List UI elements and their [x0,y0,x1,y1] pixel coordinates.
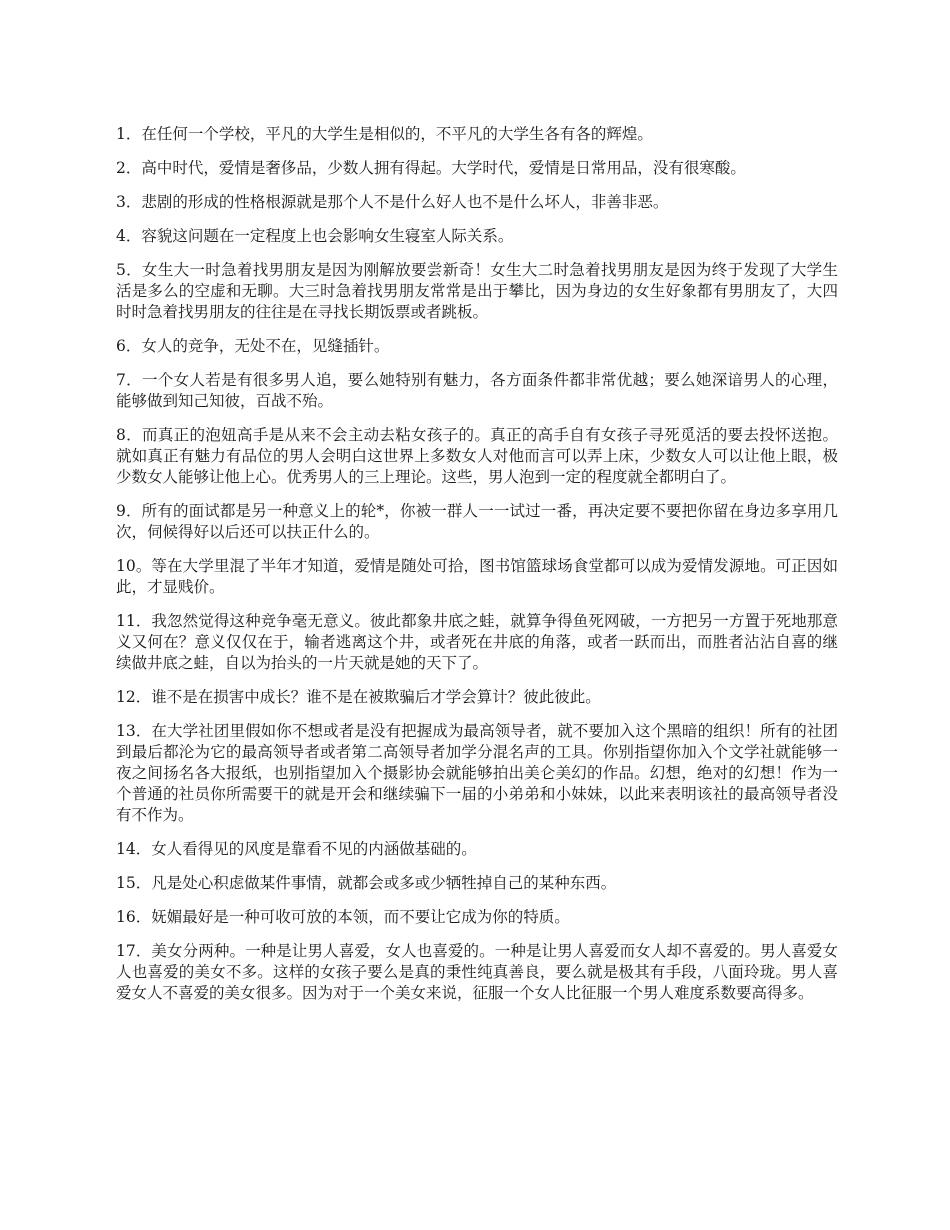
paragraph-14: 14．女人看得见的风度是靠看不见的内涵做基础的。 [116,840,477,858]
paragraph-13: 13．在大学社团里假如你不想或者是没有把握成为最高领导者，就不要加入这个黑暗的组织！所有的社团到最后都沦为它的最高领导者或者第二高领导者加学分混名声的工具。你别指望你加入个文学社就能够一夜之间扬名各大报纸，也别指望加入个摄影协会就能够拍出美仑美幻的作品。幻想，绝对的幻想！作为一个普通的社员你所需要干的就是开会和继续骗下一届的小弟弟和小妹妹，以此来表明该社的最高领导者没有不作为。 [116,722,838,824]
paragraph-4: 4．容貌这问题在一定程度上也会影响女生寝室人际关系。 [116,227,514,245]
paragraph-10: 10。等在大学里混了半年才知道，爱情是随处可拾，图书馆篮球场食堂都可以成为爱情发源地。可正因如此，才显贱价。 [116,557,838,596]
paragraph-11: 11．我忽然觉得这种竞争毫无意义。彼此都象井底之蛙，就算争得鱼死网破，一方把另一方置于死地那意义又何在？意义仅仅在于，输者逃离这个井，或者死在井底的角落，或者一跃而出，而胜者沾沾自喜的继续做井底之蛙，自以为抬头的一片天就是她的天下了。 [116,612,838,672]
paragraph-16: 16．妩媚最好是一种可收可放的本领，而不要让它成为你的特质。 [116,908,570,926]
paragraph-2: 2．高中时代，爱情是奢侈品，少数人拥有得起。大学时代，爱情是日常用品，没有很寒酸。 [116,159,746,177]
paragraph-7: 7．一个女人若是有很多男人追，要么她特别有魅力，各方面条件都非常优越；要么她深谙男人的心理，能够做到知己知彼，百战不殆。 [116,371,838,410]
paragraph-17: 17．美女分两种。一种是让男人喜爱，女人也喜爱的。一种是让男人喜爱而女人却不喜爱的。男人喜爱女人也喜爱的美女不多。这样的女孩子要么是真的秉性纯真善良，要么就是极其有手段，八面玲珑。男人喜爱女人不喜爱的美女很多。因为对于一个美女来说，征服一个女人比征服一个男人难度系数要高得多。 [116,942,838,1002]
paragraph-3: 3．悲剧的形成的性格根源就是那个人不是什么好人也不是什么坏人，非善非恶。 [116,193,669,211]
paragraph-6: 6．女人的竞争，无处不在，见缝插针。 [116,337,390,355]
paragraph-5: 5．女生大一时急着找男朋友是因为刚解放要尝新奇！女生大二时急着找男朋友是因为终于发现了大学生活是多么的空虚和无聊。大三时急着找男朋友常常是出于攀比，因为身边的女生好象都有男朋友了，大四时时急着找男朋友的往往是在寻找长期饭票或者跳板。 [116,261,838,321]
paragraph-15: 15．凡是处心积虑做某件事情，就都会或多或少牺牲掉自己的某种东西。 [116,874,617,892]
paragraph-8: 8．而真正的泡妞高手是从来不会主动去粘女孩子的。真正的高手自有女孩子寻死觅活的要去投怀送抱。就如真正有魅力有品位的男人会明白这世界上多数女人对他而言可以弄上床，少数女人可以让他上眼，极少数女人能够让他上心。优秀男人的三上理论。这些，男人泡到一定的程度就全都明白了。 [116,426,838,486]
paragraph-1: 1．在任何一个学校，平凡的大学生是相似的，不平凡的大学生各有各的辉煌。 [116,125,653,143]
paragraph-12: 12．谁不是在损害中成长？谁不是在被欺骗后才学会算计？彼此彼此。 [116,688,601,706]
paragraph-9: 9．所有的面试都是另一种意义上的轮*，你被一群人一一试过一番，再决定要不要把你留在身边多享用几次，伺候得好以后还可以扶正什么的。 [116,502,838,541]
document-body [116,124,838,1017]
